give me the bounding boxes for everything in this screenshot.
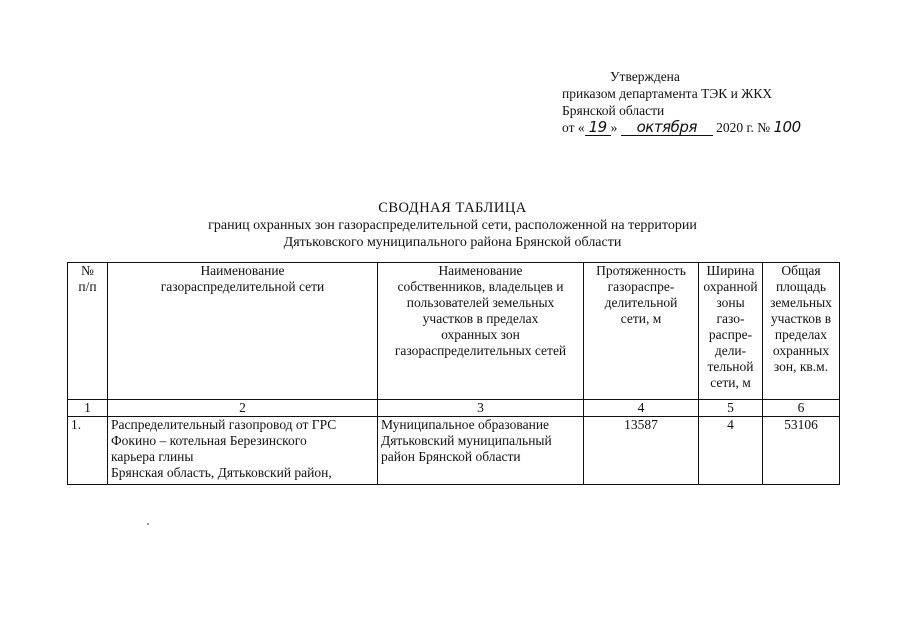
column-number: 4 <box>584 400 699 417</box>
header-line: земельных <box>770 295 832 310</box>
header-line: охранных зон <box>441 327 520 342</box>
header-line: охранных <box>772 343 830 358</box>
network-name-line: карьера глины <box>111 449 194 464</box>
owners-line: Дятьковский муниципальный <box>381 433 552 448</box>
header-line: участков в пределах <box>422 311 539 326</box>
header-line: газораспределительных сетей <box>394 343 567 358</box>
column-number-row <box>68 400 840 417</box>
header-line: пользователей земельных <box>406 295 555 310</box>
width-cell: 4 <box>699 417 763 485</box>
header-line: Наименование <box>438 263 523 278</box>
header-line: зон, кв.м. <box>773 359 829 374</box>
header-line: охранной <box>703 279 758 294</box>
approval-date-line <box>562 119 801 136</box>
header-width <box>699 263 763 400</box>
date-mid: » <box>610 120 618 135</box>
summary-table <box>67 262 840 485</box>
date-month: октября <box>636 118 697 136</box>
header-line: п/п <box>78 279 97 294</box>
header-line: пределах <box>774 327 828 342</box>
order-number-prefix: № <box>757 120 771 135</box>
owners-line: Муниципальное образование <box>381 417 550 432</box>
date-day-underline <box>585 120 611 136</box>
header-line: собственников, владельцев и <box>397 279 564 294</box>
header-area <box>763 263 840 400</box>
length-cell: 13587 <box>584 417 699 485</box>
approval-block <box>562 68 801 136</box>
header-line: газораспре- <box>607 279 675 294</box>
header-line: распре- <box>708 327 753 342</box>
header-length <box>584 263 699 400</box>
area-cell: 53106 <box>763 417 840 485</box>
header-line: участков в <box>770 311 832 326</box>
header-row <box>68 263 840 400</box>
header-network-name <box>108 263 378 400</box>
document-heading <box>0 200 905 251</box>
owners-line: район Брянской области <box>381 449 521 464</box>
approval-title: Утверждена <box>610 69 680 84</box>
document-subtitle-2: Дятьковского муниципального района Брянской области <box>283 235 622 250</box>
column-number: 6 <box>763 400 840 417</box>
header-line: дели- <box>714 343 747 358</box>
header-number <box>68 263 108 400</box>
date-prefix: от « <box>562 120 585 135</box>
header-line: газо- <box>716 311 745 326</box>
owners-cell <box>378 417 584 485</box>
header-line: зоны <box>716 295 745 310</box>
header-line: газораспределительной сети <box>160 279 325 294</box>
date-year: 2020 г. <box>716 120 754 135</box>
header-line: тельной <box>707 359 754 374</box>
header-line: сети, м <box>620 311 662 326</box>
network-name-cell <box>108 417 378 485</box>
column-number: 3 <box>378 400 584 417</box>
header-owners <box>378 263 584 400</box>
column-number: 5 <box>699 400 763 417</box>
date-month-underline <box>621 120 713 136</box>
header-line: Ширина <box>706 263 755 278</box>
header-line: Наименование <box>200 263 285 278</box>
scan-speck <box>147 523 149 525</box>
header-line: № <box>81 263 94 278</box>
approval-order-line: приказом департамента ТЭК и ЖКХ <box>562 86 773 101</box>
approval-region-line: Брянской области <box>562 103 665 118</box>
column-number: 2 <box>108 400 378 417</box>
header-line: Общая <box>781 263 821 278</box>
order-number: 100 <box>773 118 801 136</box>
header-line: сети, м <box>710 375 751 390</box>
network-name-line: Брянская область, Дятьковский район, <box>111 465 332 480</box>
table-row <box>68 417 840 485</box>
date-day: 19 <box>588 118 607 136</box>
column-number: 1 <box>68 400 108 417</box>
header-line: Протяженность <box>596 263 686 278</box>
document-title: СВОДНАЯ ТАБЛИЦА <box>378 200 527 216</box>
network-name-line: Распределительный газопровод от ГРС <box>111 417 337 432</box>
row-number: 1. <box>68 417 108 485</box>
network-name-line: Фокино – котельная Березинского <box>111 433 307 448</box>
header-line: делительной <box>604 295 678 310</box>
header-line: площадь <box>775 279 827 294</box>
document-subtitle-1: границ охранных зон газораспределительной сети, расположенной на территории <box>208 218 697 233</box>
